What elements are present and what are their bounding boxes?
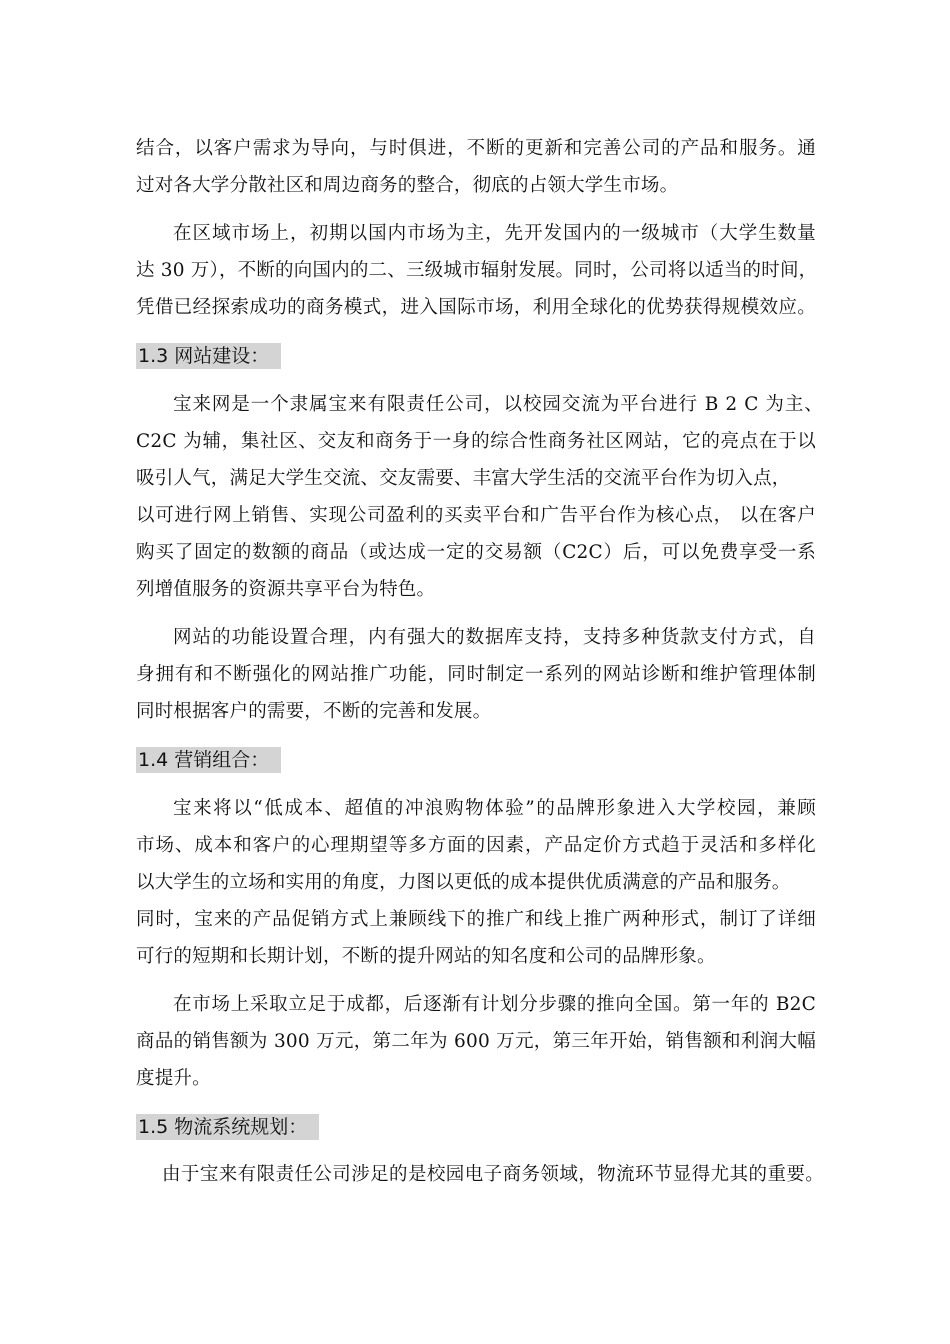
paragraph-line: 结合，以客户需求为导向，与时俱进，不断的更新和完善公司的产品和服务。通	[136, 138, 816, 159]
paragraph-line: 以大学生的立场和实用的角度，力图以更低的成本提供优质满意的产品和服务。	[136, 872, 791, 893]
paragraph-line: C2C 为辅，集社区、交友和商务于一身的综合性商务社区网站，它的亮点在于以	[136, 431, 816, 452]
paragraph-line: 同时根据客户的需要，不断的完善和发展。	[136, 701, 492, 722]
paragraph-line: 在区域市场上，初期以国内市场为主，先开发国内的一级城市（大学生数量	[173, 223, 816, 244]
paragraph-line: 宝来将以“低成本、超值的冲浪购物体验”的品牌形象进入大学校园，兼顾	[173, 798, 816, 819]
paragraph-line: 过对各大学分散社区和周边商务的整合，彻底的占领大学生市场。	[136, 175, 679, 196]
paragraph-line: 在市场上采取立足于成都，后逐渐有计划分步骤的推向全国。第一年的 B2C	[173, 994, 816, 1015]
paragraph-line: 商品的销售额为 300 万元，第二年为 600 万元，第三年开始，销售额和利润大幅	[136, 1031, 816, 1052]
paragraph-line: 宝来网是一个隶属宝来有限责任公司，以校园交流为平台进行 B 2 C 为主、	[173, 394, 823, 415]
paragraph-line: 列增值服务的资源共享平台为特色。	[136, 579, 436, 600]
paragraph-line: 凭借已经探索成功的商务模式，进入国际市场，利用全球化的优势获得规模效应。	[136, 297, 816, 318]
paragraph-line: 网站的功能设置合理，内有强大的数据库支持，支持多种货款支付方式，自	[173, 627, 816, 648]
section-heading-1-3: 1.3 网站建设：	[136, 343, 281, 369]
paragraph-line: 度提升。	[136, 1068, 211, 1089]
paragraph-line: 购买了固定的数额的商品（或达成一定的交易额（C2C）后，可以免费享受一系	[136, 542, 816, 563]
paragraph-line: 可行的短期和长期计划，不断的提升网站的知名度和公司的品牌形象。	[136, 946, 716, 967]
paragraph-line: 身拥有和不断强化的网站推广功能，同时制定一系列的网站诊断和维护管理体制	[136, 664, 816, 685]
paragraph-line: 同时，宝来的产品促销方式上兼顾线下的推广和线上推广两种形式，制订了详细	[136, 909, 816, 930]
paragraph-line: 由于宝来有限责任公司涉足的是校园电子商务领域，物流环节显得尤其的重要。	[162, 1164, 824, 1185]
section-heading-1-4: 1.4 营销组合：	[136, 747, 281, 773]
paragraph-line: 以可进行网上销售、实现公司盈利的买卖平台和广告平台作为核心点， 以在客户	[136, 505, 816, 526]
paragraph-line: 达 30 万），不断的向国内的二、三级城市辐射发展。同时，公司将以适当的时间，	[136, 260, 818, 281]
paragraph-line: 市场、成本和客户的心理期望等多方面的因素，产品定价方式趋于灵活和多样化	[136, 835, 816, 856]
section-heading-1-5: 1.5 物流系统规划：	[136, 1114, 319, 1140]
paragraph-line: 吸引人气，满足大学生交流、交友需要、丰富大学生活的交流平台作为切入点，	[136, 468, 791, 489]
